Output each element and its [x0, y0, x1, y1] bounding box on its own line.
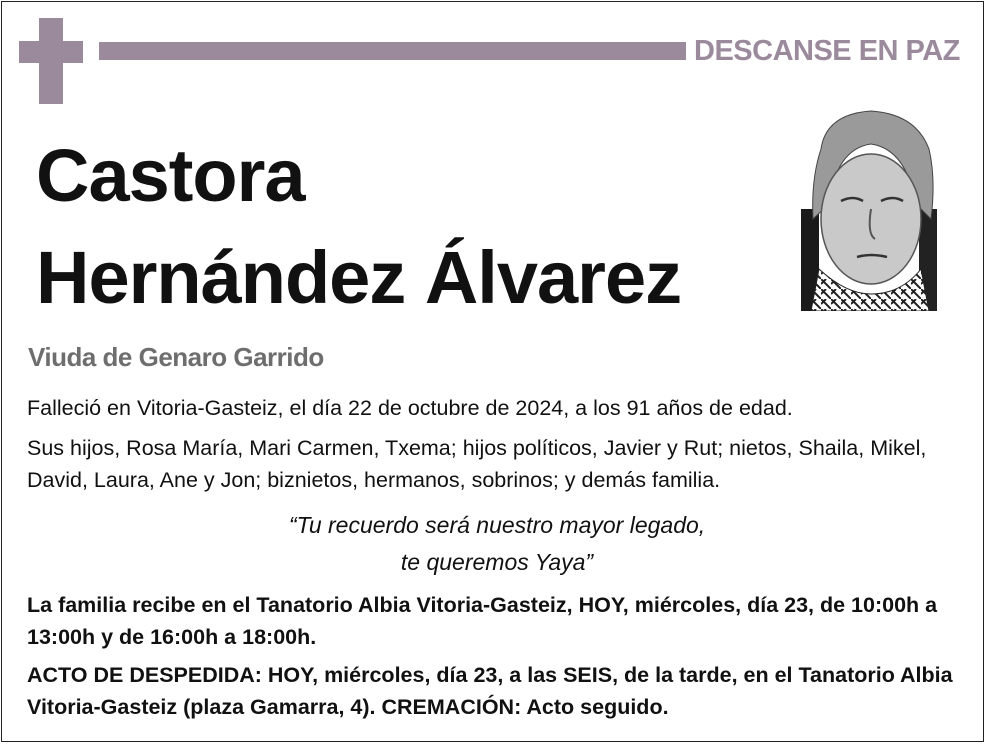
- death-notice-text: Falleció en Vitoria-Gasteiz, el día 22 de octubre de 2024, a los 91 años de edad.: [27, 396, 793, 420]
- cross-icon-arm: [19, 41, 83, 63]
- portrait-photo: [801, 109, 937, 311]
- farewell-text: ACTO DE DESPEDIDA: HOY, miércoles, día 23, a las SEIS, de la tarde, en el Tanatorio Albia Vitoria-Gasteiz (plaza Gamarra, 4). CREMACIÓN: Acto seguido.: [27, 663, 953, 719]
- photo-face: [821, 154, 921, 284]
- obituary-card: [1, 1, 984, 742]
- visitation-text: La familia recibe en el Tanatorio Albia Vitoria-Gasteiz, HOY, miércoles, día 23, de 10:00h a 13:00h y de 16:00h a 18:00h.: [27, 593, 938, 649]
- quote-line-1: “Tu recuerdo será nuestro mayor legado,: [288, 512, 706, 538]
- header-divider-bar: [99, 42, 686, 60]
- relation-subtitle: Viuda de Genaro Garrido: [28, 342, 324, 372]
- quote-line-2: te queremos Yaya”: [400, 549, 594, 575]
- family-text: Sus hijos, Rosa María, Mari Carmen, Txema; hijos políticos, Javier y Rut; nietos, Shaila, Mikel, David, Laura, Ane y Jon; biznietos, hermanos, sobrinos; y demás familia.: [27, 436, 927, 492]
- header-title: DESCANSE EN PAZ: [694, 35, 960, 67]
- deceased-first-name: Castora: [36, 134, 305, 217]
- deceased-surname: Hernández Álvarez: [36, 236, 682, 319]
- memorial-quote: [152, 507, 842, 581]
